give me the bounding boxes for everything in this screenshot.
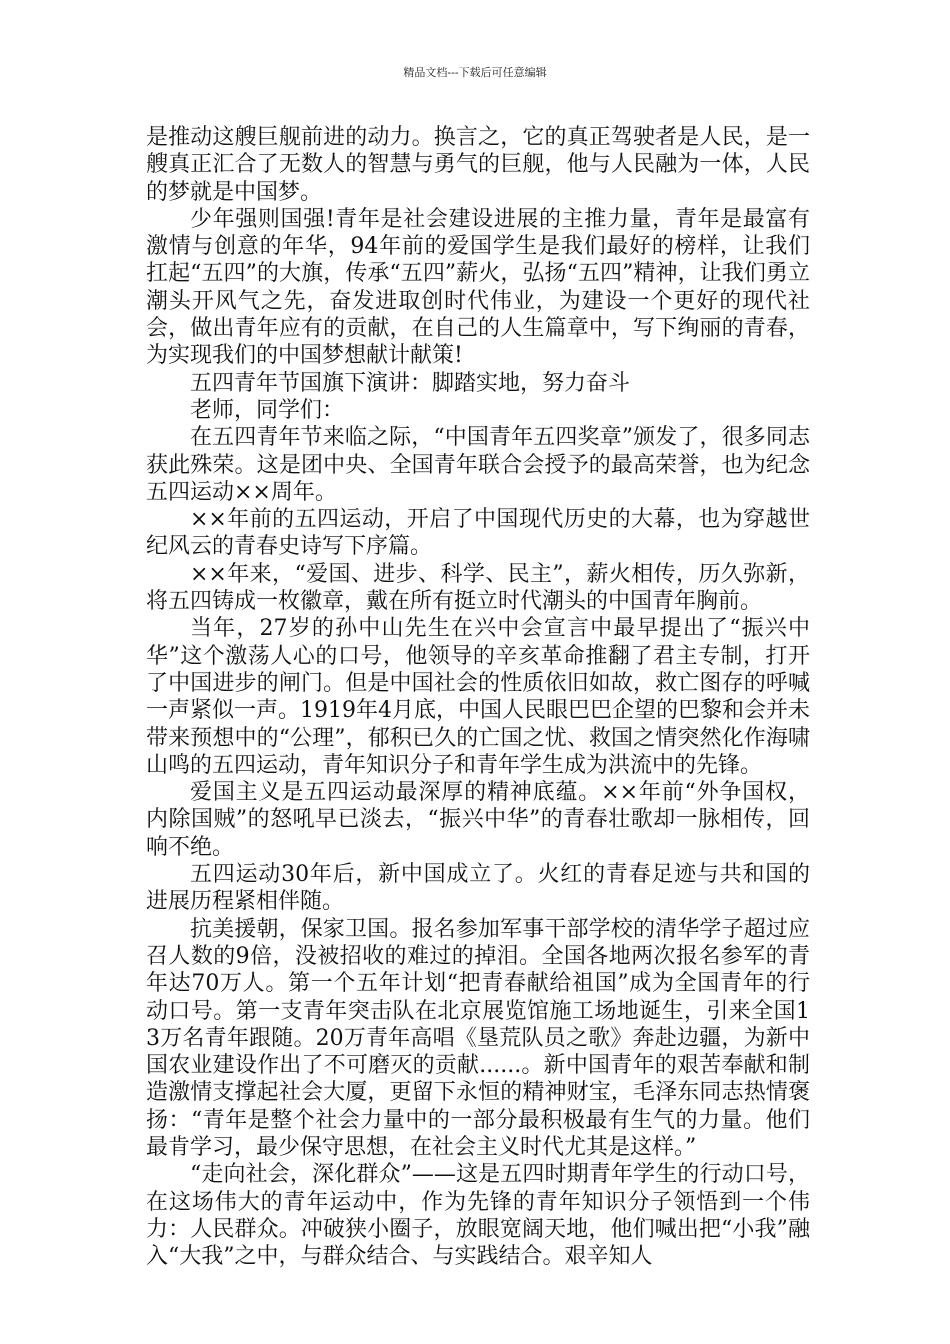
paragraph: 爱国主义是五四运动最深厚的精神底蕴。××年前“外争国权，内除国贼”的怒吼早已淡去，“振兴中华”的青春壮歌却一脉相传，回响不绝。: [146, 780, 810, 860]
paragraph: 少年强则国强!青年是社会建设进展的主推力量，青年是最富有激情与创意的年华，94年前的爱国学生是我们最好的榜样，让我们扛起“五四”的大旗，传承“五四”薪火，弘扬“五四”精神，让我们勇立潮头开风气之先，奋发进取创时代伟业，为建设一个更好的现代社会，做出青年应有的贡献，在自己的人生篇章中，写下绚丽的青春，为实现我们的中国梦想献计献策!: [146, 206, 810, 369]
paragraph: ××年来，“爱国、进步、科学、民主”，薪火相传，历久弥新，将五四铸成一枚徽章，戴在所有挺立时代潮头的中国青年胸前。: [146, 561, 810, 615]
page-header: 精品文档---下载后可任意编辑: [403, 66, 547, 79]
paragraph: 抗美援朝，保家卫国。报名参加军事干部学校的清华学子超过应召人数的9倍，没被招收的难过的掉泪。全国各地两次报名参军的青年达70万人。第一个五年计划“把青春献给祖国”成为全国青年的行动口号。第一支青年突击队在北京展览馆施工场地诞生，引来全国13万名青年跟随。20万青年高唱《垦荒队员之歌》奔赴边疆，为新中国农业建设作出了不可磨灭的贡献......。新中国青年的艰苦奉献和制造激情支撑起社会大厦，更留下永恒的精神财宝，毛泽东同志热情褒扬：“青年是整个社会力量中的一部分最积极最有生气的力量。他们最肯学习，最少保守思想，在社会主义时代尤其是这样。”: [146, 916, 810, 1160]
salutation: 老师，同学们：: [190, 397, 345, 423]
speech-title: 五四青年节国旗下演讲：脚踏实地，努力奋斗: [190, 370, 631, 396]
paragraph: ××年前的五四运动，开启了中国现代历史的大幕，也为穿越世纪风云的青春史诗写下序篇。: [146, 507, 810, 560]
document-body: [146, 124, 810, 1270]
paragraph: “走向社会，深化群众”——这是五四时期青年学生的行动口号，在这场伟大的青年运动中，作为先锋的青年知识分子领悟到一个伟力：人民群众。冲破狭小圈子，放眼宽阔天地，他们喊出把“小我”融入“大我”之中，与群众结合、与实践结合。艰辛知人: [146, 1162, 810, 1270]
paragraph: 当年，27岁的孙中山先生在兴中会宣言中最早提出了“振兴中华”这个激荡人心的口号，他领导的辛亥革命推翻了君主专制，打开了中国进步的闸门。但是中国社会的性质依旧如故，救亡图存的呼喊一声紧似一声。1919年4月底，中国人民眼巴巴企望的巴黎和会并未带来预想中的“公理”，郁积已久的亡国之忧、救国之情突然化作海啸山鸣的五四运动，青年知识分子和青年学生成为洪流中的先锋。: [146, 616, 810, 778]
paragraph: 五四运动30年后，新中国成立了。火红的青春足迹与共和国的进展历程紧相伴随。: [146, 862, 810, 915]
paragraph: 是推动这艘巨舰前进的动力。换言之，它的真正驾驶者是人民，是一艘真正汇合了无数人的智慧与勇气的巨舰，他与人民融为一体，人民的梦就是中国梦。: [146, 125, 810, 205]
paragraph: 在五四青年节来临之际，“中国青年五四奖章”颁发了，很多同志获此殊荣。这是团中央、全国青年联合会授予的最高荣誉，也为纪念五四运动××周年。: [146, 425, 810, 505]
